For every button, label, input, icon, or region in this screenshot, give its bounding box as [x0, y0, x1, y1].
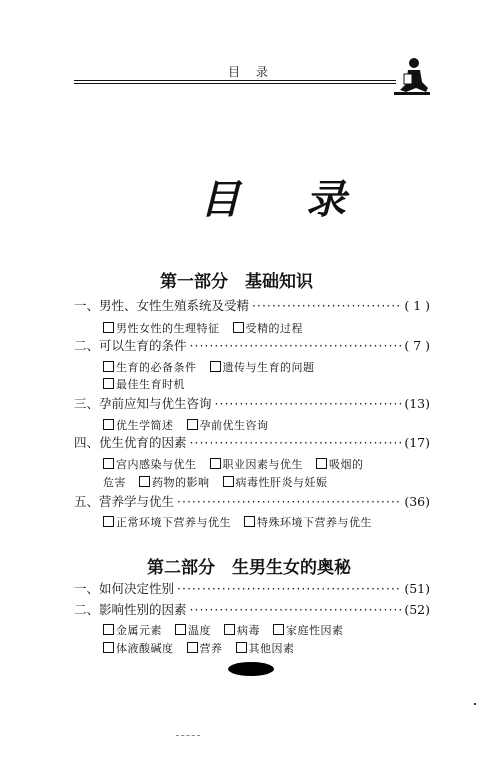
subtopic-line	[103, 474, 337, 490]
toc-entry-title: 三、孕前应知与优生咨询	[74, 396, 212, 411]
subtopic: 病毒性肝炎与妊娠	[223, 476, 328, 489]
checkbox-icon	[244, 516, 255, 527]
running-header-title: 目 录	[228, 65, 274, 79]
subtopic: 正常环境下营养与优生	[103, 516, 231, 529]
toc-entry[interactable]	[74, 492, 430, 510]
checkbox-icon	[210, 361, 221, 372]
toc-entry[interactable]	[74, 394, 430, 412]
subtopic: 病毒	[224, 624, 260, 637]
checkbox-icon	[103, 361, 114, 372]
subtopic: 男性女性的生理特征	[103, 322, 220, 335]
subtopic: 其他因素	[236, 642, 295, 655]
leader-dots	[177, 494, 401, 509]
checkbox-icon	[187, 642, 198, 653]
page-number: (36)	[404, 494, 430, 509]
toc-entry[interactable]	[74, 579, 430, 597]
leader-dots	[252, 298, 401, 313]
scan-mark	[176, 735, 200, 736]
toc-entry[interactable]	[74, 600, 430, 618]
part-heading-2: 第二部分 生男生女的奥秘	[147, 558, 351, 578]
checkbox-icon	[224, 624, 235, 635]
checkbox-icon	[103, 458, 114, 469]
checkbox-icon	[210, 458, 221, 469]
reader-figure-icon	[390, 54, 434, 98]
leader-dots	[190, 602, 402, 617]
header-rule-lower	[74, 83, 396, 84]
checkbox-icon	[139, 476, 150, 487]
leader-dots	[190, 435, 402, 450]
page-title: 目 录	[200, 176, 372, 223]
subtopic-line	[103, 359, 324, 375]
subtopic-line	[103, 514, 381, 530]
toc-entry-title: 五、营养学与优生	[74, 494, 175, 509]
subtopic: 宫内感染与优生	[103, 458, 197, 471]
checkbox-icon	[223, 476, 234, 487]
toc-entry[interactable]	[74, 336, 430, 354]
toc-entry[interactable]	[74, 433, 430, 451]
checkbox-icon	[233, 322, 244, 333]
checkbox-icon	[103, 378, 114, 389]
page-ornament	[228, 662, 274, 676]
page-number: ( 7 )	[404, 338, 430, 353]
subtopic-line	[103, 417, 278, 433]
subtopic-line	[103, 640, 304, 656]
header-rule	[74, 80, 396, 81]
subtopic: 孕前优生咨询	[187, 419, 269, 432]
page-number: ( 1 )	[404, 298, 430, 313]
subtopic: 优生学简述	[103, 419, 174, 432]
toc-entry-title: 一、男性、女性生殖系统及受精	[74, 298, 250, 313]
subtopic: 危害	[103, 476, 126, 489]
toc-entry-title: 二、可以生育的条件	[74, 338, 187, 353]
subtopic: 生育的必备条件	[103, 361, 197, 374]
checkbox-icon	[187, 419, 198, 430]
page-number: (51)	[404, 581, 430, 596]
subtopic: 遗传与生育的问题	[210, 361, 315, 374]
page-number: (52)	[404, 602, 430, 617]
subtopic: 最佳生育时机	[103, 378, 185, 391]
subtopic-line	[103, 622, 353, 638]
subtopic: 金属元素	[103, 624, 162, 637]
part-heading-1: 第一部分 基础知识	[160, 272, 313, 292]
checkbox-icon	[103, 624, 114, 635]
subtopic: 特殊环境下营养与优生	[244, 516, 372, 529]
subtopic-line	[103, 320, 312, 336]
leader-dots	[190, 338, 402, 353]
toc-entry-title: 二、影响性别的因素	[74, 602, 187, 617]
scan-dot	[474, 703, 476, 705]
checkbox-icon	[236, 642, 247, 653]
checkbox-icon	[273, 624, 284, 635]
subtopic: 受精的过程	[233, 322, 304, 335]
subtopic: 营养	[187, 642, 223, 655]
checkbox-icon	[316, 458, 327, 469]
subtopic: 职业因素与优生	[210, 458, 304, 471]
toc-entry-title: 四、优生优育的因素	[74, 435, 187, 450]
subtopic: 药物的影响	[139, 476, 210, 489]
toc-entry[interactable]	[74, 296, 430, 314]
toc-entry-title: 一、如何决定性别	[74, 581, 175, 596]
checkbox-icon	[103, 419, 114, 430]
subtopic: 温度	[175, 624, 211, 637]
page-number: (13)	[404, 396, 430, 411]
subtopic: 家庭性因素	[273, 624, 344, 637]
subtopic-line	[103, 376, 194, 392]
page-number: (17)	[404, 435, 430, 450]
checkbox-icon	[103, 516, 114, 527]
checkbox-icon	[103, 642, 114, 653]
subtopic: 吸烟的	[316, 458, 364, 471]
checkbox-icon	[175, 624, 186, 635]
leader-dots	[177, 581, 401, 596]
leader-dots	[215, 396, 402, 411]
subtopic: 体液酸碱度	[103, 642, 174, 655]
subtopic-line	[103, 456, 373, 472]
checkbox-icon	[103, 322, 114, 333]
